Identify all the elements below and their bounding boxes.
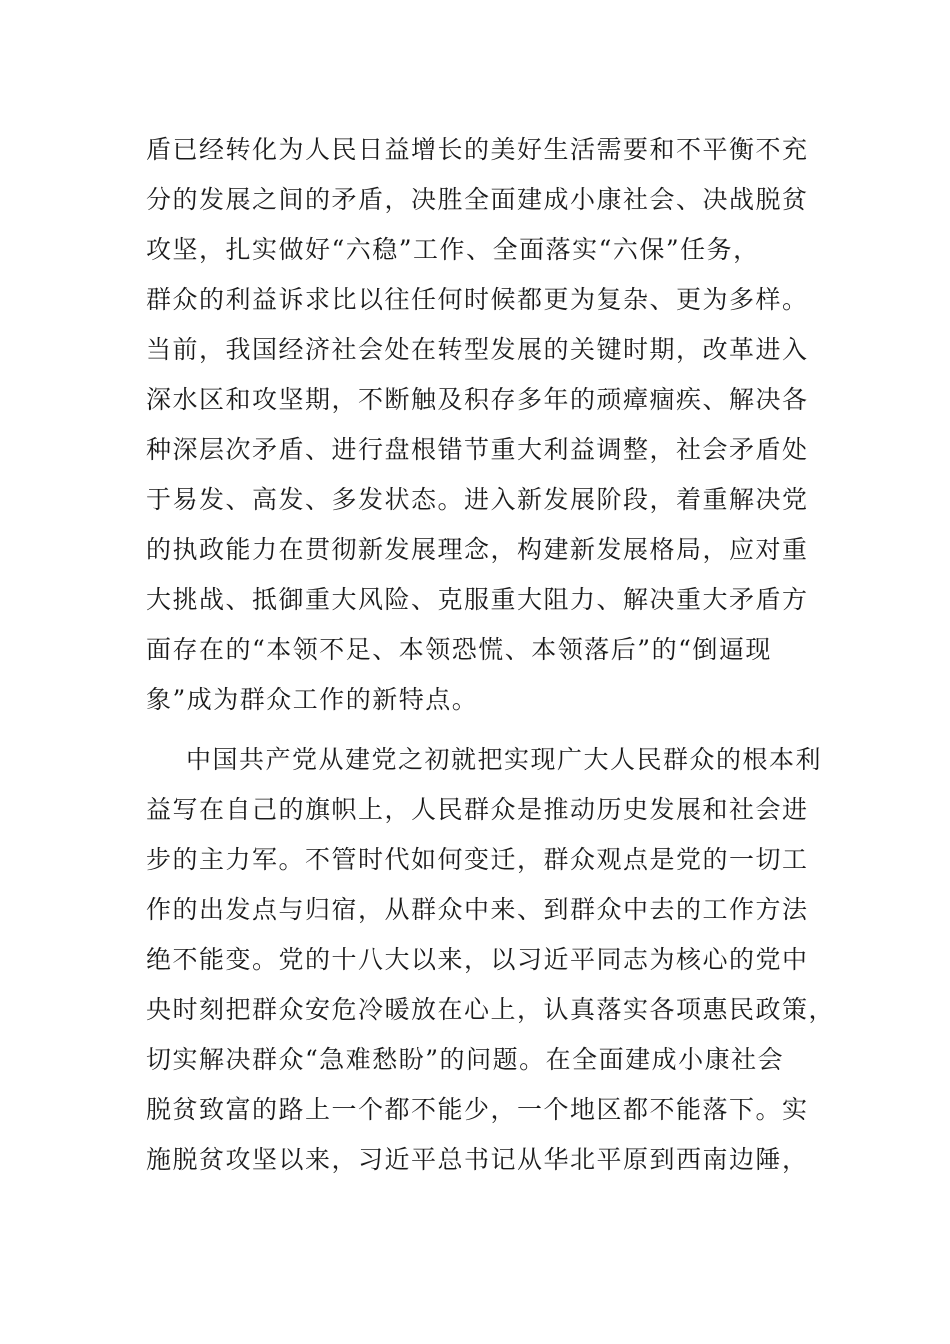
paragraph-2-line: 施脱贫攻坚以来，习近平总书记从华北平原到西南边陲，: [146, 1145, 809, 1174]
paragraph-1-line: 群众的利益诉求比以往任何时候都更为复杂、更为多样。: [146, 285, 809, 314]
paragraph-2-line: 脱贫致富的路上一个都不能少，一个地区都不能落下。实: [146, 1095, 809, 1124]
paragraph-2-line: 益写在自己的旗帜上，人民群众是推动历史发展和社会进: [146, 795, 809, 824]
paragraph-2-line: 央时刻把群众安危冷暖放在心上，认真落实各项惠民政策，: [146, 995, 836, 1024]
paragraph-1-line: 大挑战、抵御重大风险、克服重大阻力、解决重大矛盾方: [146, 585, 809, 614]
paragraph-1-line: 种深层次矛盾、进行盘根错节重大利益调整，社会矛盾处: [146, 435, 809, 464]
paragraph-1-line: 攻坚，扎实做好“六稳”工作、全面落实“六保”任务，: [146, 235, 760, 264]
paragraph-1-line: 分的发展之间的矛盾，决胜全面建成小康社会、决战脱贫: [146, 185, 809, 214]
paragraph-1-line: 当前，我国经济社会处在转型发展的关键时期，改革进入: [146, 335, 809, 364]
paragraph-1-line: 象”成为群众工作的新特点。: [146, 685, 479, 714]
paragraph-1-line: 面存在的“本领不足、本领恐慌、本领落后”的“倒逼现: [146, 635, 772, 664]
paragraph-2-line: 步的主力军。不管时代如何变迁，群众观点是党的一切工: [146, 845, 809, 874]
paragraph-2-line: 绝不能变。党的十八大以来，以习近平同志为核心的党中: [146, 945, 809, 974]
paragraph-2-line: 切实解决群众“急难愁盼”的问题。在全面建成小康社会: [146, 1045, 785, 1074]
paragraph-1-line: 盾已经转化为人民日益增长的美好生活需要和不平衡不充: [146, 135, 809, 164]
paragraph-1-line: 深水区和攻坚期，不断触及积存多年的顽瘴痼疾、解决各: [146, 385, 809, 414]
paragraph-2-line: 作的出发点与归宿，从群众中来、到群众中去的工作方法: [146, 895, 809, 924]
paragraph-1-line: 的执政能力在贯彻新发展理念，构建新发展格局，应对重: [146, 535, 809, 564]
paragraph-1-line: 于易发、高发、多发状态。进入新发展阶段，着重解决党: [146, 485, 809, 514]
paragraph-2-line: 中国共产党从建党之初就把实现广大人民群众的根本利: [186, 745, 823, 774]
